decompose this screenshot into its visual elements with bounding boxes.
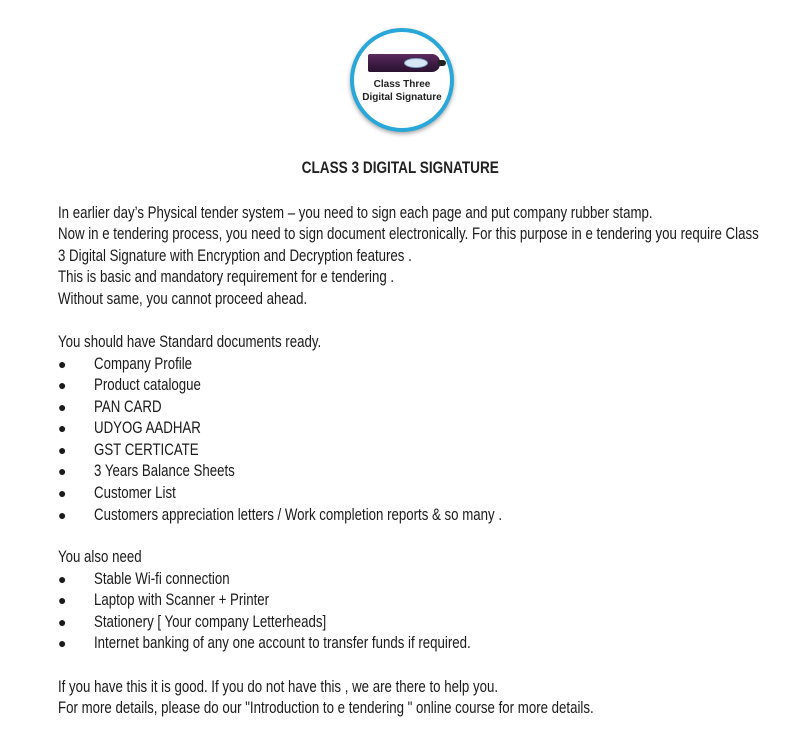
bullet-icon: ● bbox=[58, 420, 67, 436]
list-item: UDYOG AADHAR bbox=[94, 418, 201, 437]
bullet-icon: ● bbox=[58, 463, 67, 479]
bullet-icon: ● bbox=[58, 485, 67, 501]
bullet-icon: ● bbox=[58, 592, 67, 608]
bullet-icon: ● bbox=[58, 614, 67, 630]
list-item: Company Profile bbox=[94, 354, 193, 373]
list-item: Stable Wi-fi connection bbox=[94, 569, 230, 588]
list-item: GST CERTICATE bbox=[94, 440, 199, 459]
intro-line: Without same, you cannot proceed ahead. bbox=[58, 289, 308, 308]
bullet-icon: ● bbox=[58, 399, 67, 415]
list-item: Customers appreciation letters / Work completion reports & so many . bbox=[94, 505, 503, 524]
list-item: Product catalogue bbox=[94, 375, 201, 394]
usb-token-icon bbox=[368, 54, 440, 72]
needs-heading: You also need bbox=[58, 547, 142, 566]
closing-line: If you have this it is good. If you do not have this , we are there to help you. bbox=[58, 677, 499, 696]
bullet-icon: ● bbox=[58, 507, 67, 523]
closing-line: For more details, please do our "Introduction to e tendering " online course for more details. bbox=[58, 698, 594, 717]
bullet-icon: ● bbox=[58, 571, 67, 587]
list-item: Laptop with Scanner + Printer bbox=[94, 590, 270, 609]
bullet-icon: ● bbox=[58, 635, 67, 651]
list-item: Stationery [ Your company Letterheads] bbox=[94, 612, 327, 631]
list-item: Internet banking of any one account to transfer funds if required. bbox=[94, 633, 471, 652]
bullet-icon: ● bbox=[58, 377, 67, 393]
logo-line-2: Digital Signature bbox=[362, 92, 442, 103]
intro-line: This is basic and mandatory requirement for e tendering . bbox=[58, 267, 395, 286]
intro-line: Now in e tendering process, you need to sign document electronically. For this purpose in e tendering you require Class bbox=[58, 224, 759, 243]
bullet-icon: ● bbox=[58, 356, 67, 372]
documents-heading: You should have Standard documents ready. bbox=[58, 332, 322, 351]
page-title: CLASS 3 DIGITAL SIGNATURE bbox=[301, 158, 499, 177]
list-item: 3 Years Balance Sheets bbox=[94, 461, 235, 480]
intro-line: 3 Digital Signature with Encryption and Decryption features . bbox=[58, 246, 412, 265]
list-item: PAN CARD bbox=[94, 397, 162, 416]
class-three-digital-signature-logo bbox=[350, 28, 454, 132]
intro-line: In earlier day’s Physical tender system – you need to sign each page and put company rubber stamp. bbox=[58, 203, 653, 222]
list-item: Customer List bbox=[94, 483, 176, 502]
bullet-icon: ● bbox=[58, 442, 67, 458]
logo-line-1: Class Three bbox=[373, 79, 431, 90]
